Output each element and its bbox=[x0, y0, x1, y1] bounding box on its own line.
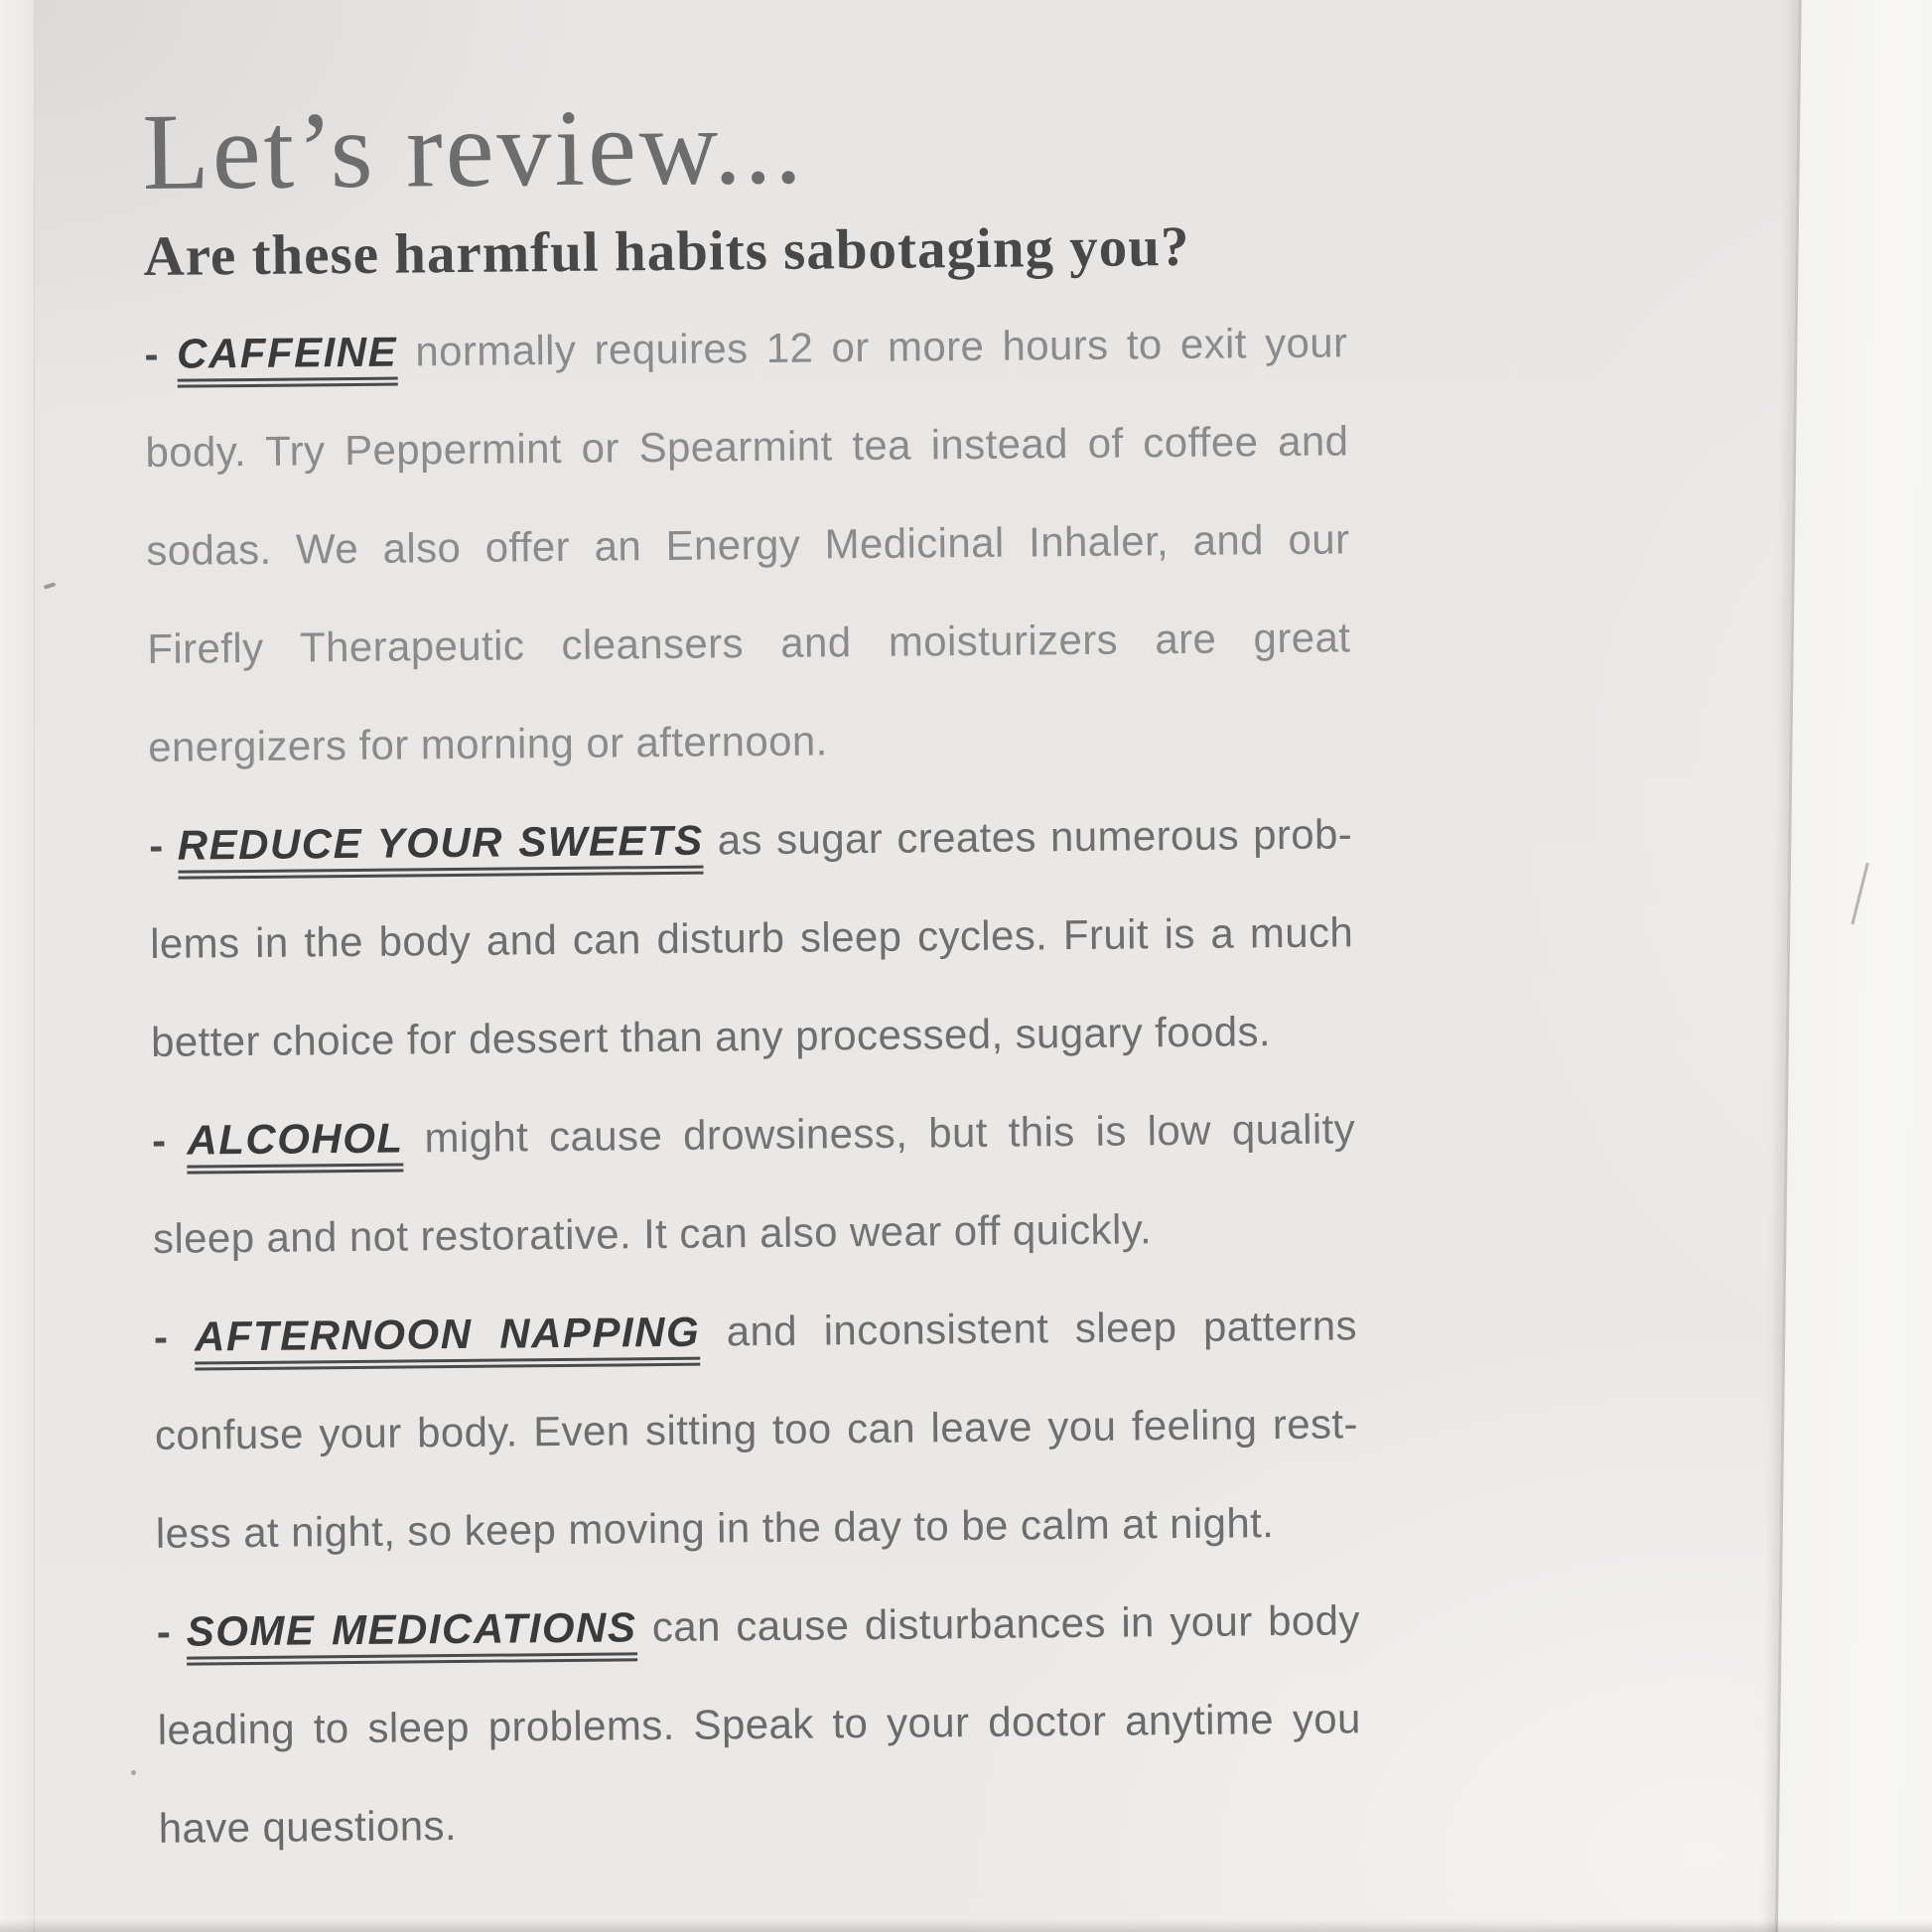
text-line bbox=[147, 588, 1351, 698]
text-line bbox=[152, 1079, 1356, 1189]
left-page-edge bbox=[0, 0, 35, 1932]
line-text: leading to sleep problems. Speak to your doctor anytime you bbox=[157, 1694, 1361, 1753]
text-line bbox=[148, 686, 1352, 796]
right-page-edge bbox=[1774, 0, 1932, 1932]
line-text: might cause drowsiness, but this is low quality bbox=[403, 1105, 1356, 1162]
photo-bottom-shadow bbox=[0, 1920, 1932, 1932]
paper-speck bbox=[44, 582, 57, 590]
term-some-medications: SOME MEDICATIONS bbox=[187, 1603, 637, 1665]
line-text: sodas. We also offer an Energy Medicinal Inhaler, and our bbox=[146, 515, 1350, 574]
paper-speck bbox=[131, 1770, 136, 1775]
line-text: as sugar creates numerous prob- bbox=[703, 810, 1353, 864]
text-line bbox=[157, 1669, 1361, 1779]
line-text: body. Try Peppermint or Spearmint tea instead of coffee and bbox=[145, 417, 1349, 476]
bullet-dash: - bbox=[156, 1607, 187, 1655]
line-text: less at night, so keep moving in the day to be calm at night. bbox=[155, 1498, 1275, 1557]
line-text: normally requires 12 or more hours to exit your bbox=[396, 319, 1348, 375]
document-subtitle: Are these harmful habits sabotaging you? bbox=[143, 214, 1190, 288]
bullet-dash: - bbox=[149, 821, 179, 869]
line-text: and inconsistent sleep patterns bbox=[699, 1301, 1358, 1355]
body-text bbox=[144, 293, 1362, 1877]
line-text: confuse your body. Even sitting too can leave you feeling rest- bbox=[154, 1399, 1359, 1458]
term-afternoon-napping: AFTERNOON NAPPING bbox=[195, 1308, 701, 1370]
text-line bbox=[155, 1472, 1359, 1583]
text-line bbox=[153, 1177, 1357, 1288]
bullet-dash: - bbox=[151, 1116, 188, 1164]
bullet-dash: - bbox=[153, 1312, 196, 1360]
line-text: sleep and not restorative. It can also wear off quickly. bbox=[152, 1204, 1153, 1262]
line-text: can cause disturbances in your body bbox=[636, 1595, 1361, 1650]
term-caffeine: CAFFEINE bbox=[177, 328, 398, 387]
paper-sheet bbox=[142, 85, 1362, 1876]
term-alcohol: ALCOHOL bbox=[187, 1114, 404, 1173]
text-line bbox=[156, 1571, 1360, 1681]
line-text: Firefly Therapeutic cleansers and moisturizers are great bbox=[147, 614, 1351, 672]
line-text: energizers for morning or afternoon. bbox=[148, 717, 828, 770]
text-line bbox=[151, 981, 1355, 1091]
text-line bbox=[146, 489, 1350, 600]
term-reduce-your-sweets: REDUCE YOUR SWEETS bbox=[178, 816, 704, 879]
document-title: Let’s review... bbox=[141, 84, 806, 212]
text-line bbox=[154, 1374, 1358, 1484]
text-line bbox=[144, 293, 1348, 403]
text-line bbox=[149, 784, 1353, 895]
text-line bbox=[154, 1276, 1358, 1386]
text-line bbox=[150, 883, 1354, 993]
line-text: better choice for dessert than any processed, sugary foods. bbox=[150, 1007, 1272, 1065]
bullet-dash: - bbox=[144, 330, 178, 377]
line-text: have questions. bbox=[158, 1801, 458, 1852]
text-line bbox=[158, 1767, 1362, 1877]
text-line bbox=[145, 391, 1349, 501]
line-text: lems in the body and can disturb sleep cycles. Fruit is a much bbox=[149, 908, 1354, 967]
